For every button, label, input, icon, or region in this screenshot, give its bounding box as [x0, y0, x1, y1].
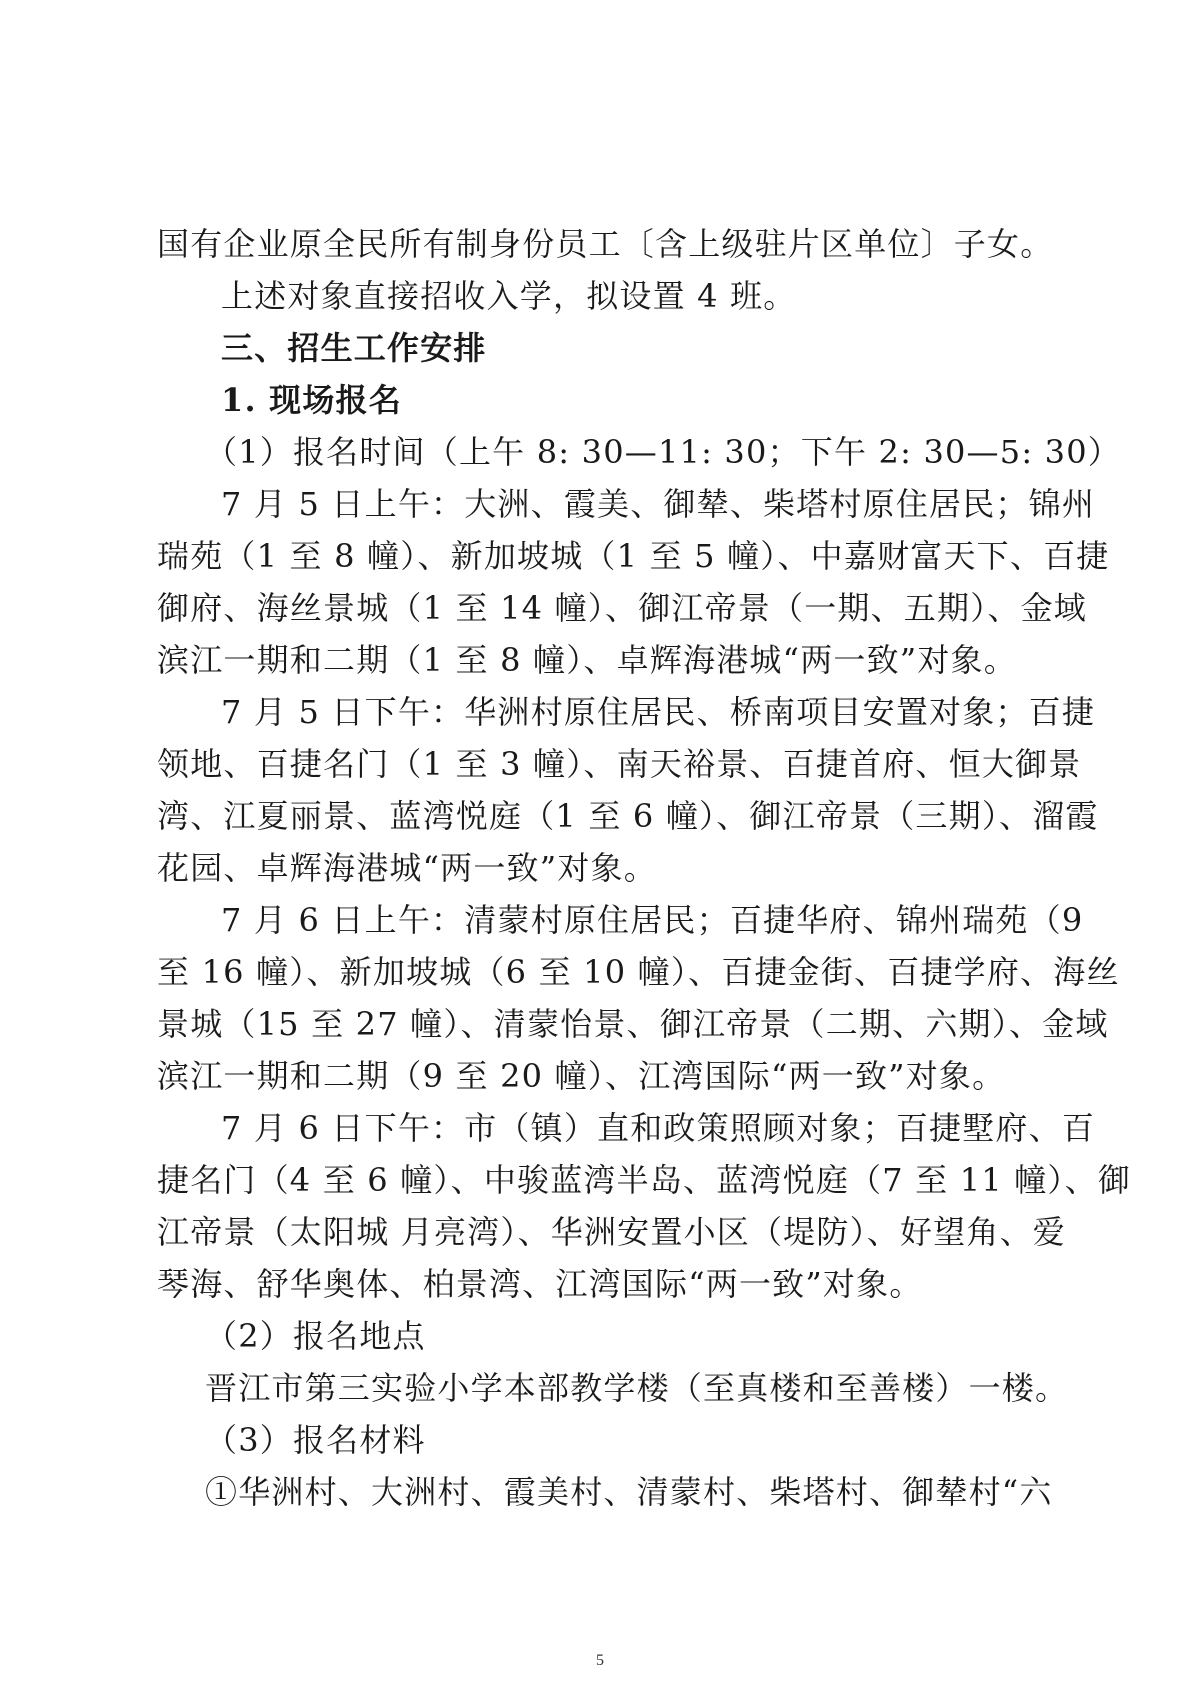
paragraph-line: 花园、卓辉海港城“两一致”对象。: [157, 849, 657, 887]
section-heading: 三、招生工作安排: [221, 329, 487, 367]
paragraph-line: 7 月 5 日下午：华洲村原住居民、桥南项目安置对象；百捷: [221, 693, 1096, 731]
page-number: 5: [596, 1652, 604, 1669]
paragraph-line: 7 月 6 日下午：市（镇）直和政策照顾对象；百捷墅府、百: [221, 1109, 1096, 1147]
item-heading: （3）报名材料: [205, 1421, 426, 1459]
paragraph-line: 御府、海丝景城（1 至 14 幢）、御江帝景（一期、五期）、金域: [157, 589, 1087, 627]
paragraph-line: 至 16 幢）、新加坡城（6 至 10 幢）、百捷金街、百捷学府、海丝: [157, 953, 1120, 991]
paragraph-line: 国有企业原全民所有制身份员工〔含上级驻片区单位〕子女。: [157, 225, 1054, 263]
item-heading: （2）报名地点: [205, 1317, 426, 1355]
paragraph-line: 7 月 5 日上午：大洲、霞美、御辇、柴塔村原住居民；锦州: [221, 485, 1096, 523]
paragraph-line: 景城（15 至 27 幢）、清蒙怡景、御江帝景（二期、六期）、金域: [157, 1005, 1109, 1043]
paragraph-line: 湾、江夏丽景、蓝湾悦庭（1 至 6 幢）、御江帝景（三期）、溜霞: [157, 797, 1099, 835]
paragraph-line: 江帝景（太阳城 月亮湾）、华洲安置小区（堤防）、好望角、爱: [157, 1213, 1066, 1251]
paragraph-line: 7 月 6 日上午：清蒙村原住居民；百捷华府、锦州瑞苑（9: [221, 901, 1084, 939]
paragraph-line: 琴海、舒华奥体、柏景湾、江湾国际“两一致”对象。: [157, 1265, 923, 1303]
item-heading: （1）报名时间（上午 8: 30—11: 30；下午 2: 30—5: 30）: [205, 433, 1121, 471]
paragraph-line: 滨江一期和二期（9 至 20 幢）、江湾国际“两一致”对象。: [157, 1057, 1006, 1095]
paragraph-line: 上述对象直接招收入学，拟设置 4 班。: [221, 277, 797, 315]
paragraph-line: 滨江一期和二期（1 至 8 幢）、卓辉海港城“两一致”对象。: [157, 641, 1017, 679]
paragraph-line: 瑞苑（1 至 8 幢）、新加坡城（1 至 5 幢）、中嘉财富天下、百捷: [157, 537, 1110, 575]
paragraph-line: 领地、百捷名门（1 至 3 幢）、南天裕景、百捷首府、恒大御景: [157, 745, 1082, 783]
paragraph-line: ①华洲村、大洲村、霞美村、清蒙村、柴塔村、御辇村“六: [205, 1473, 1053, 1511]
document-body: [157, 218, 1132, 1518]
subsection-heading: 1. 现场报名: [221, 381, 402, 419]
paragraph-line: 晋江市第三实验小学本部教学楼（至真楼和至善楼）一楼。: [205, 1369, 1069, 1407]
paragraph-line: 捷名门（4 至 6 幢）、中骏蓝湾半岛、蓝湾悦庭（7 至 11 幢）、御: [157, 1161, 1132, 1199]
